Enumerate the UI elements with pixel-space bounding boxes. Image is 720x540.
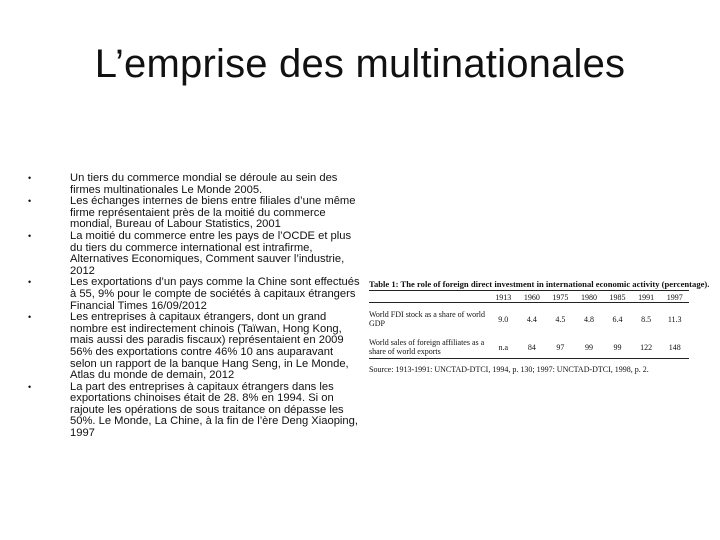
fdi-table (369, 291, 689, 359)
bullet-text: Un tiers du commerce mondial se déroule au sein des firmes multinationales Le Monde 2005. (70, 172, 338, 196)
table-year-header: 1975 (546, 291, 575, 303)
table-year-header: 1997 (660, 291, 689, 303)
bullet-icon: • (28, 277, 32, 288)
bullet-icon: • (28, 196, 32, 207)
table-year-header: 1985 (603, 291, 632, 303)
bullet-text: La moitié du commerce entre les pays de l’OCDE et plus du tiers du commerce international est intrafirme, Alternatives Economiques, Comment sauver l’industrie, 2012 (70, 229, 352, 277)
table-row-label: World sales of foreign affiliates as a share of world exports (369, 338, 489, 359)
bullet-icon: • (28, 312, 32, 323)
table-cell: 4.4 (526, 314, 537, 324)
table-cell: 97 (546, 338, 575, 359)
bullet-icon: • (28, 230, 32, 241)
fdi-table-figure (369, 279, 710, 374)
table-cell: 9.0 (498, 314, 509, 324)
table-cell: 4.5 (555, 314, 566, 324)
table-year-header: 1960 (518, 291, 547, 303)
table-cell: 6.4 (612, 314, 623, 324)
bullet-item (28, 173, 360, 196)
bullet-text: Les échanges internes de biens entre filiales d’une même firme représentaient près de la moitié du commerce mondial, Bureau of Labour Statistics, 2001 (70, 195, 356, 231)
table-cell: 122 (632, 338, 661, 359)
bullet-text: Les exportations d’un pays comme la Chine sont effectués à 55, 9% pour le compte de sociétés à capitaux étrangers Financial Times 16/09/2012 (70, 276, 360, 312)
table-cell: 99 (575, 338, 604, 359)
bullet-icon: • (28, 173, 32, 183)
slide-title: L’emprise des multinationales (94, 42, 626, 86)
table-cell: 8.5 (641, 314, 652, 324)
bullet-item (28, 231, 360, 277)
table-year-header: 1913 (489, 291, 518, 303)
table-header-blank (369, 291, 489, 303)
table-cell: 99 (603, 338, 632, 359)
table-cell: n.a (489, 338, 518, 359)
table-header-row (369, 291, 689, 303)
table-year-header: 1991 (632, 291, 661, 303)
bullet-item (28, 312, 360, 382)
table-cell: 11.3 (667, 314, 682, 324)
table-cell: 84 (518, 338, 547, 359)
table-source: Source: 1913-1991: UNCTAD-DTCI, 1994, p. 130; 1997: UNCTAD-DTCI, 1998, p. 2. (369, 365, 649, 374)
table-row (369, 303, 689, 339)
bullet-text: Les entreprises à capitaux étrangers, dont un grand nombre est indirectement chinois (Taïwan, Hong Kong, mais aussi des paradis fiscaux) représentaient en 2009 56% des exportations contre 46% 10 ans auparavant selon un rapport de la banque Hang Seng, in Le Monde, Atlas du monde de demain, 2012 (70, 311, 349, 382)
table-caption: Table 1: The role of foreign direct investment in international economic activity (percentage). (369, 279, 710, 289)
bullet-item (28, 382, 360, 440)
table-year-header: 1980 (575, 291, 604, 303)
table-cell: 4.8 (583, 314, 594, 324)
table-row-label: World FDI stock as a share of world GDP (369, 310, 485, 328)
bullet-icon: • (28, 381, 32, 392)
table-row (369, 338, 689, 359)
bullet-item (28, 277, 360, 312)
bullet-list (28, 173, 360, 440)
table-cell: 148 (660, 338, 689, 359)
bullet-item (28, 196, 360, 231)
bullet-text: La part des entreprises à capitaux étrangers dans les exportations chinoises était de 28. 8% en 1994. Si on rajoute les opérations de sous traitance on dépasse les 50%. Le Monde, La Chine, à la fin de l’ère Deng Xiaoping, 1997 (70, 380, 358, 440)
